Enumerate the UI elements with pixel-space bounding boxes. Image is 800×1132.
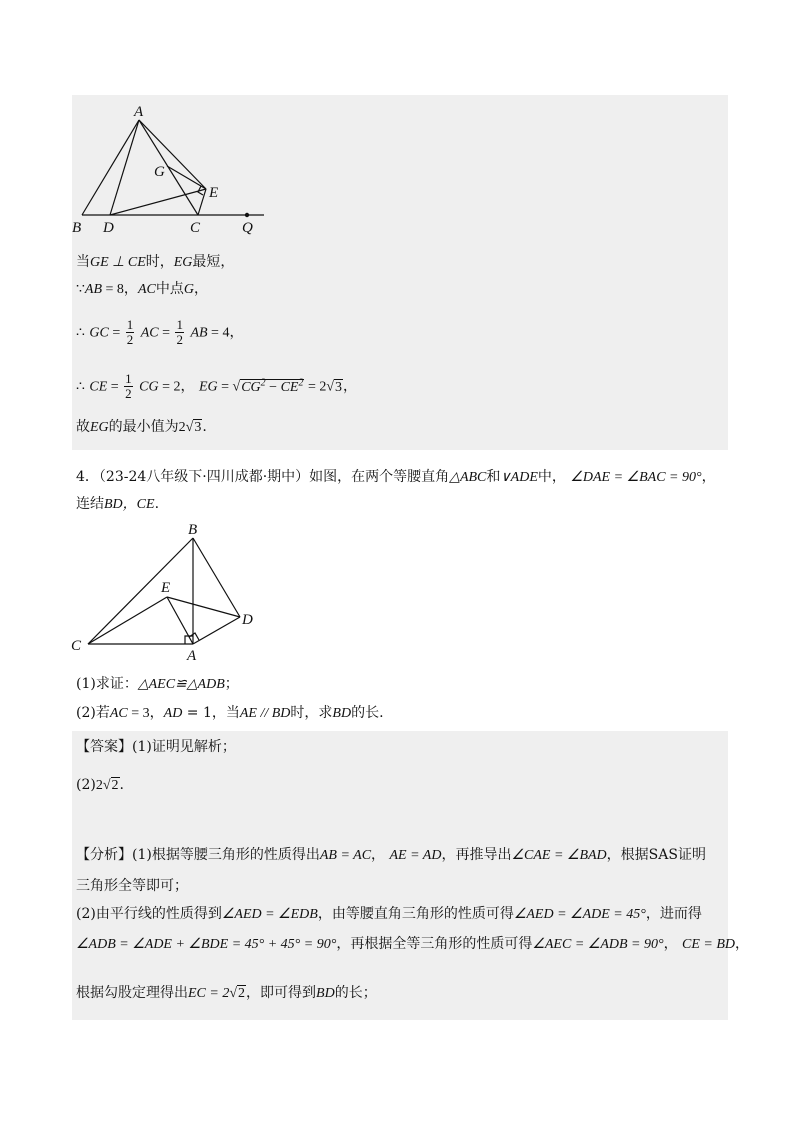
fraction-half: $\frac{1}{2}$ <box>176 317 183 347</box>
question-4-part-1: (1)求证：△AEC≌△ADB； <box>76 676 239 692</box>
solution-line-2: ∵AB = 8，AC中点G， <box>76 281 208 297</box>
answer-line-2: (2)2√2. <box>76 777 124 793</box>
fraction-half: $\frac{1}{2}$ <box>126 317 134 347</box>
label-E: E <box>209 185 219 201</box>
label-E: E <box>161 580 171 596</box>
question-4-line-2: 连结BD，CE. <box>76 496 160 512</box>
solution-line-3: ∴ GC = $\frac{1}{2}$ AC = $\frac{1}{2}$ AB = 4， <box>76 317 244 347</box>
seg-AE <box>139 120 206 189</box>
label-B: B <box>72 220 82 235</box>
figure-1-triangle <box>70 100 280 235</box>
question-4-line-1: 4．（23-24八年级下·四川成都·期中）如图，在两个等腰直角△ABC和∨ADE中， ∠DAE = ∠BAC = 90°， <box>76 469 716 485</box>
seg-AB <box>82 120 139 215</box>
analysis-line-2: 三角形全等即可； <box>76 878 188 894</box>
label-C: C <box>71 638 82 654</box>
seg-CB <box>88 538 193 644</box>
analysis-line-1: 【分析】(1)根据等腰三角形的性质得出AB = AC， AE = AD，再推导出∠CAE = ∠BAD，根据SAS证明 <box>76 847 706 863</box>
analysis-line-5: 根据勾股定理得出EC = 2√2，即可得到BD的长； <box>76 985 377 1001</box>
answer-line-1: 【答案】(1)证明见解析； <box>76 739 236 755</box>
label-A: A <box>187 648 197 664</box>
solution-line-4: ∴ CE = $\frac{1}{2}$ CG = 2， EG = $√CG^2 - CE^2 = 2√3$， <box>76 371 358 401</box>
label-A: A <box>134 104 144 120</box>
label-G: G <box>154 164 165 180</box>
fraction-half: $\frac{1}{2}$ <box>125 371 132 401</box>
seg-DE <box>110 189 206 215</box>
label-C: C <box>190 220 201 235</box>
seg-AD <box>193 617 240 644</box>
analysis-line-3: (2)由平行线的性质得到∠AED = ∠EDB，由等腰直角三角形的性质可得∠AED = ∠ADE = 45°，进而得 <box>76 906 702 922</box>
label-D: D <box>242 612 253 628</box>
label-Q: Q <box>242 220 253 235</box>
question-4-part-2: (2)若AC = 3，AD = 1，当AE // BD时，求BD的长. <box>76 705 384 721</box>
label-B: B <box>188 522 198 538</box>
figure-2-isosceles-right-triangles <box>66 518 266 664</box>
seg-AD <box>110 120 139 215</box>
seg-BD <box>193 538 240 617</box>
solution-line-5: 故EG的最小值为2√3. <box>76 419 207 435</box>
point-Q <box>245 213 249 217</box>
seg-ED <box>167 597 240 617</box>
label-D: D <box>103 220 114 235</box>
analysis-line-4: ∠ADB = ∠ADE + ∠BDE = 45° + 45° = 90°，再根据全等三角形的性质可得∠AEC = ∠ADB = 90°， CE = BD， <box>76 936 750 952</box>
solution-line-1: 当GE ⊥ CE时，EG最短， <box>76 254 235 270</box>
